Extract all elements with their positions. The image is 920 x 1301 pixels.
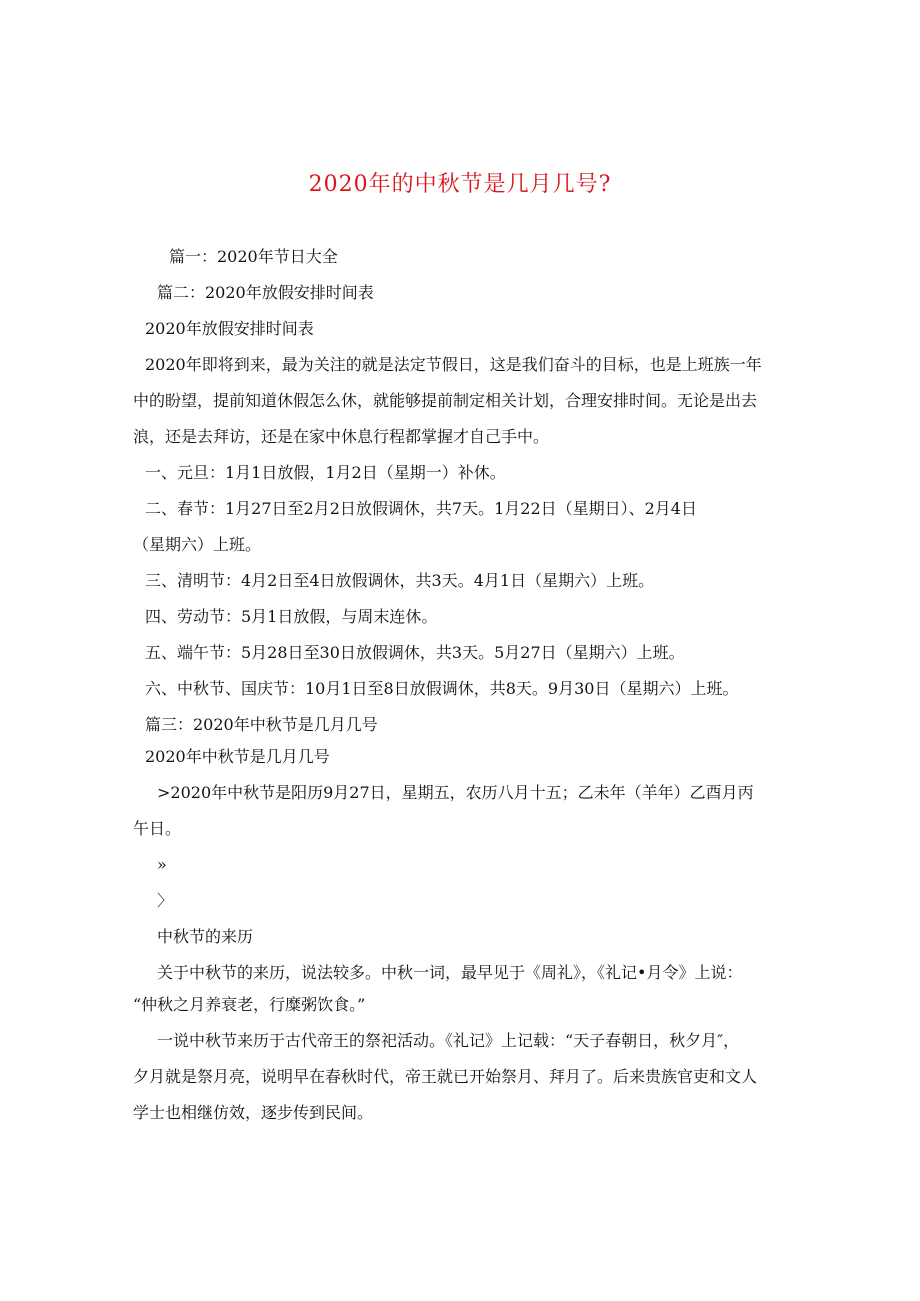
text-line: 篇二：2020年放假安排时间表 (157, 283, 374, 302)
text-line: 二、春节：1月27日至2月2日放假调休，共7天。1月22日（星期日）、2月4日 (145, 499, 697, 518)
text-line: 学士也相继仿效，逐步传到民间。 (133, 1103, 374, 1122)
text-line: 三、清明节：4月2日至4日放假调休，共3天。4月1日（星期六）上班。 (145, 571, 655, 590)
text-line: 六、中秋节、国庆节：10月1日至8日放假调休，共8天。9月30日（星期六）上班。 (145, 679, 739, 698)
text-line: 2020年即将到来，最为关注的就是法定节假日，这是我们奋斗的目标，也是上班族一年 (145, 355, 762, 374)
text-line: 五、端午节：5月28日至30日放假调休，共3天。5月27日（星期六）上班。 (145, 643, 685, 662)
text-line: 一说中秋节来历于古代帝王的祭祀活动。《礼记》上记载：“天子春朝日，秋夕月″， (157, 1031, 740, 1050)
text-line: 午日。 (133, 819, 182, 838)
text-line: 2020年放假安排时间表 (145, 319, 314, 338)
text-line: 篇一：2020年节日大全 (169, 247, 338, 266)
text-line: 〉 (157, 891, 174, 910)
text-line: 中秋节的来历 (157, 927, 254, 946)
text-line: “仲秋之月养衰老，行糜粥饮食。” (133, 995, 366, 1014)
text-line: 一、元旦：1月1日放假，1月2日（星期一）补休。 (145, 463, 506, 482)
text-line: 2020年中秋节是几月几号 (145, 747, 330, 766)
text-line: >2020年中秋节是阳历9月27日，星期五，农历八月十五；乙未年（羊年）乙酉月丙 (157, 783, 754, 802)
text-line: 浪，还是去拜访，还是在家中休息行程都掌握才自己手中。 (133, 427, 550, 446)
text-line: » (157, 855, 167, 874)
text-line: 夕月就是祭月亮，说明早在春秋时代，帝王就已开始祭月、拜月了。后来贵族官吏和文人 (133, 1067, 758, 1086)
text-line: 关于中秋节的来历，说法较多。中秋一词，最早见于《周礼》，《礼记•月令》上说： (157, 963, 743, 982)
document-title: 2020年的中秋节是几月几号? (308, 172, 612, 197)
text-line: 四、劳动节：5月1日放假，与周末连休。 (145, 607, 438, 626)
text-line: （星期六）上班。 (133, 535, 262, 554)
text-line: 篇三：2020年中秋节是几月几号 (145, 715, 378, 734)
text-line: 中的盼望，提前知道休假怎么休，就能够提前制定相关计划，合理安排时间。无论是出去 (133, 391, 758, 410)
